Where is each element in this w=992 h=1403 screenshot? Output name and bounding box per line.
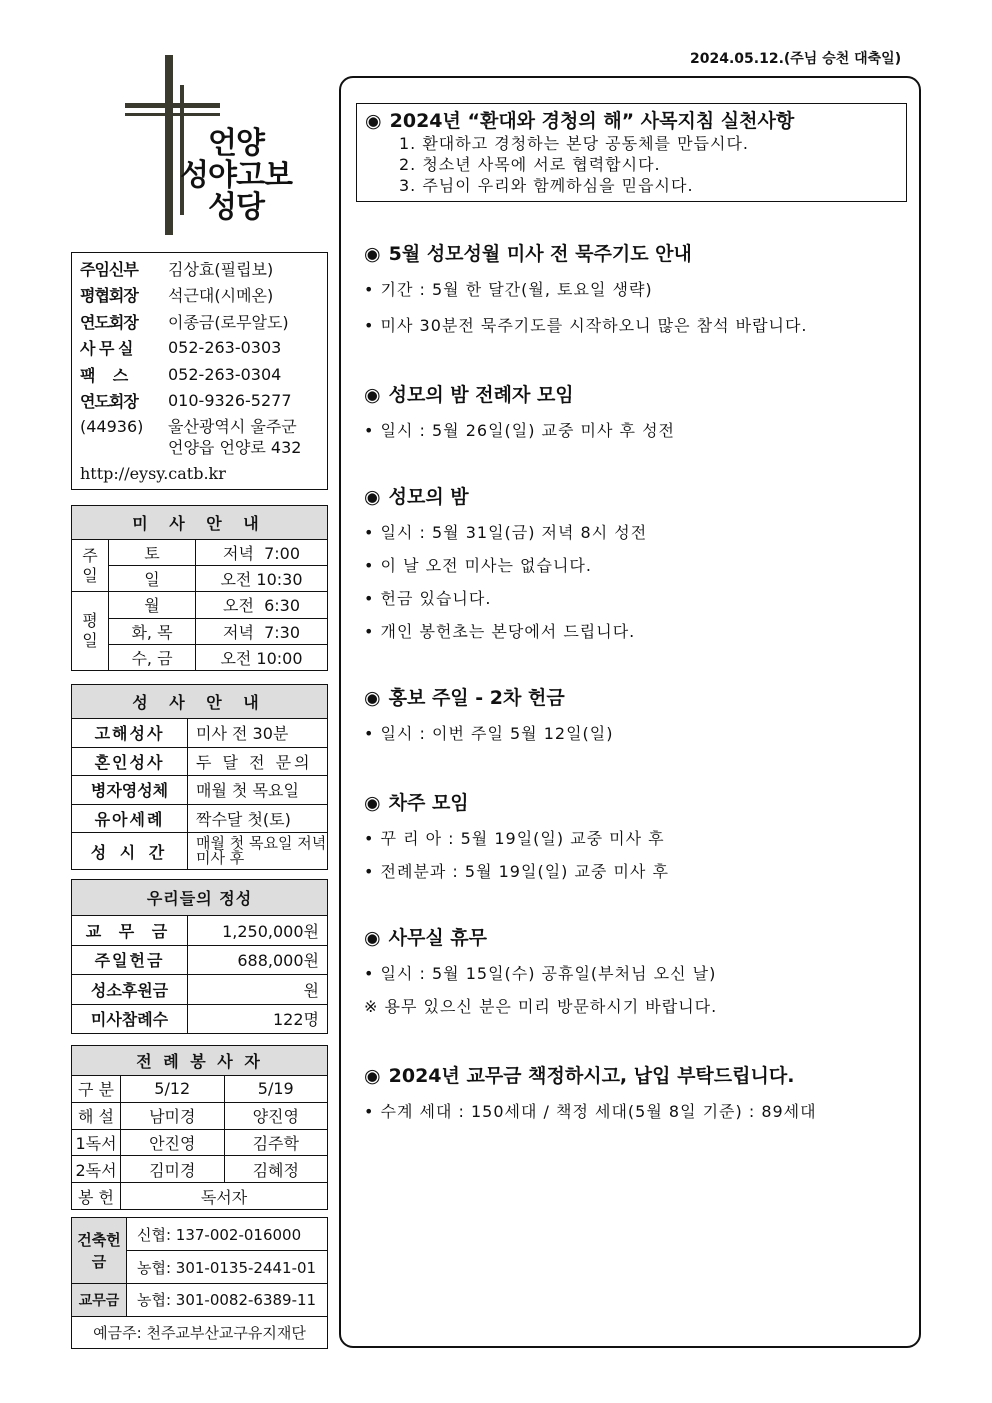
bullet-circle-icon: ◉ [364,927,381,949]
mass-schedule [71,505,328,671]
servers-name: 김미경 [121,1156,225,1183]
sacrament-title: 성 사 안 내 [72,685,328,719]
sunday-label: 주일 [72,540,109,592]
address [80,416,327,458]
info-row [80,361,327,388]
section-title: 2024년 교무금 책정하시고, 납입 부탁드립니다. [388,1065,795,1087]
servers-head: 5/12 [121,1076,225,1103]
bank-account: 농협: 301-0135-2441-01 [127,1251,328,1284]
info-value: 석근대(시메온) [168,286,274,306]
offering-value: 원 [188,975,328,1005]
section-title: 5월 성모성월 미사 전 묵주기도 안내 [388,243,692,265]
offering-value: 688,000원 [188,945,328,975]
servers-role: 2독서 [72,1156,121,1183]
bank-account: 신협: 137-002-016000 [127,1218,328,1251]
sacrament-key: 유아세례 [72,804,188,833]
servers-role: 해 설 [72,1102,121,1129]
bullet-circle-icon: ◉ [365,110,382,132]
section-item: • 꾸 리 아 : 5월 19일(일) 교중 미사 후 [364,829,665,848]
servers-head: 5/19 [224,1076,328,1103]
mass-day: 수, 금 [109,644,196,670]
announcement-section [364,788,669,881]
building-fund-label: 건축헌금 [72,1218,127,1284]
servers-role: 1독서 [72,1129,121,1156]
motto-line: 3. 주님이 우리와 함께하심을 믿읍시다. [399,176,694,195]
motto-line: 1. 환대하고 경청하는 본당 공동체를 만듭시다. [399,134,749,153]
info-key: 사 무 실 [80,339,133,359]
mass-day: 일 [109,566,196,592]
section-title: 홍보 주일 - 2차 헌금 [388,687,565,709]
motto-line: 2. 청소년 사목에 서로 협력합시다. [399,155,661,174]
logo-line3: 성당 [207,190,264,225]
info-key: 연도회장 [80,312,138,332]
servers-name: 김혜정 [224,1156,328,1183]
mass-title: 미 사 안 내 [72,506,328,540]
offering-key: 성소후원금 [72,975,188,1005]
sacrament-key: 고해성사 [72,719,188,748]
address-line1: 울산광역시 울주군 [168,417,297,436]
mass-day: 토 [109,540,196,566]
section-item: • 일시 : 5월 15일(수) 공휴일(부처님 오신 날) [364,964,717,983]
sacrament-value: 두 달 전 문의 [188,747,328,776]
mass-time: 오전 10:30 [196,566,328,592]
bullet-circle-icon: ◉ [364,687,381,709]
servers-role: 봉 헌 [72,1183,121,1210]
address-line2: 언양읍 언양로 432 [168,438,302,457]
section-item: • 이 날 오전 미사는 없습니다. [364,556,592,575]
mass-time: 저녁 7:00 [196,540,328,566]
bank-accounts [71,1217,328,1349]
announcement-section [364,482,647,641]
tithe-label: 교무금 [72,1284,127,1316]
bullet-circle-icon: ◉ [364,792,381,814]
info-key: 평협회장 [80,286,138,306]
bullet-circle-icon: ◉ [364,243,381,265]
offering-key: 교 무 금 [72,916,188,946]
announcement-section [364,239,808,335]
bullet-circle-icon: ◉ [364,486,381,508]
info-value: 052-263-0303 [168,338,282,358]
mass-time: 오전 6:30 [196,592,328,618]
zip-code: (44936) [80,417,144,436]
servers-name: 김주학 [224,1129,328,1156]
weekday-label: 평일 [72,592,109,671]
account-holder: 예금주: 천주교부산교구유지재단 [72,1316,328,1348]
info-key: 연도회장 [80,392,138,412]
section-item: • 일시 : 5월 26일(일) 교중 미사 후 성전 [364,421,676,440]
bank-account: 농협: 301-0082-6389-11 [127,1284,328,1316]
mass-day: 화, 목 [109,618,196,644]
offering-key: 미사참례수 [72,1004,188,1034]
info-value: 010-9326-5277 [168,391,292,411]
section-item: • 개인 봉헌초는 본당에서 드립니다. [364,622,636,641]
offering-title: 우리들의 정성 [72,880,328,916]
servers-name: 남미경 [121,1102,225,1129]
section-item: • 수계 세대 : 150세대 / 책정 세대(5월 8일 기준) : 89세대 [364,1102,817,1121]
offering-summary [71,879,328,1034]
motto-title: 2024년 “환대와 경청의 해” 사목지침 실천사항 [389,110,795,132]
section-title: 차주 모임 [388,792,469,814]
sacrament-key: 혼인성사 [72,747,188,776]
parish-info-box [71,252,328,490]
bulletin-date: 2024.05.12.(주님 승천 대축일) [690,51,902,67]
section-item: • 헌금 있습니다. [364,589,492,608]
info-key: 주임신부 [80,259,138,279]
sacrament-value: 매월 첫 목요일 [188,776,328,805]
logo-line2: 성야고보 [180,158,292,193]
website-link[interactable]: http://eysy.catb.kr [80,464,226,483]
info-value: 052-263-0304 [168,364,282,384]
mass-time: 오전 10:00 [196,644,328,670]
announcement-section [364,380,675,440]
offering-key: 주일헌금 [72,945,188,975]
mass-time: 저녁 7:30 [196,618,328,644]
servers-name: 안진영 [121,1129,225,1156]
offering-value: 122명 [188,1004,328,1034]
info-value: 김상효(필립보) [168,259,274,279]
section-item: • 전례분과 : 5월 19일(일) 교중 미사 후 [364,862,669,881]
bullet-circle-icon: ◉ [364,384,381,406]
bullet-circle-icon: ◉ [364,1065,381,1087]
pastoral-motto-box [356,103,907,202]
sacrament-value: 짝수달 첫(토) [188,804,328,833]
sacrament-key: 병자영성체 [72,776,188,805]
info-row [80,308,327,335]
logo-line1: 언양 [207,126,264,161]
sacrament-value: 매월 첫 목요일 저녁미사 후 [188,833,328,870]
section-item: • 일시 : 5월 31일(금) 저녁 8시 성전 [364,523,648,542]
info-row [80,255,327,282]
servers-name: 독서자 [121,1183,328,1210]
liturgy-servers [71,1045,328,1210]
info-row [80,388,327,415]
section-title: 성모의 밤 전례자 모임 [388,384,574,406]
sacrament-info [71,684,328,870]
section-title: 사무실 휴무 [388,927,488,949]
servers-title: 전 례 봉 사 자 [72,1046,328,1076]
section-item: • 일시 : 이번 주일 5월 12일(일) [364,724,614,743]
announcement-section [364,683,613,743]
section-item: ※ 용무 있으신 분은 미리 방문하시기 바랍니다. [364,997,718,1016]
info-value: 이종금(로무알도) [168,312,289,332]
info-row [80,335,327,362]
mass-day: 월 [109,592,196,618]
info-row [80,282,327,309]
announcement-section [364,1061,817,1121]
servers-name: 양진영 [224,1102,328,1129]
announcement-section [364,923,717,1016]
section-item: • 미사 30분전 묵주기도를 시작하오니 많은 참석 바랍니다. [364,316,808,335]
servers-head: 구 분 [72,1076,121,1103]
offering-value: 1,250,000원 [188,916,328,946]
sacrament-key: 성 시 간 [72,833,188,870]
section-item: • 기간 : 5월 한 달간(월, 토요일 생략) [364,280,653,299]
info-key: 팩 스 [80,365,128,385]
section-title: 성모의 밤 [388,486,469,508]
parish-logo-text [180,128,292,224]
sacrament-value: 미사 전 30분 [188,719,328,748]
